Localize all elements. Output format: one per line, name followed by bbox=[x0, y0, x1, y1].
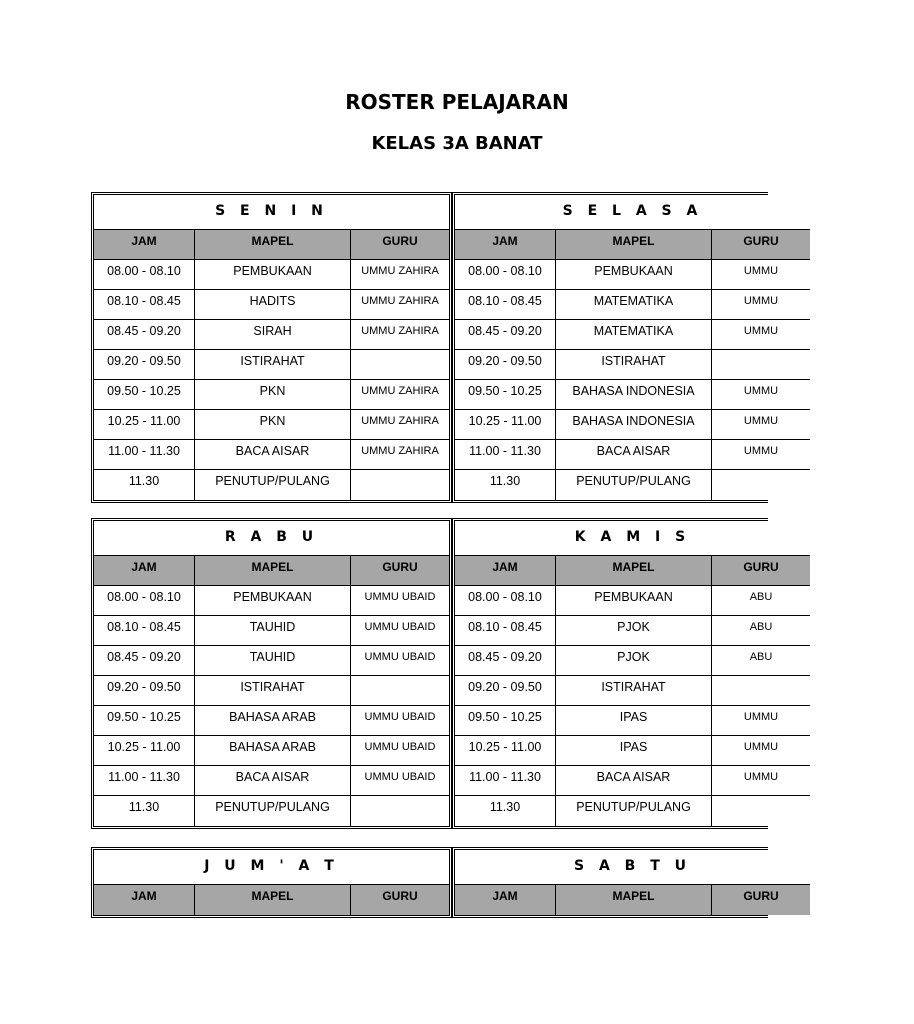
subject-cell: ISTIRAHAT bbox=[195, 350, 351, 379]
subject-cell: PJOK bbox=[556, 616, 712, 645]
subject-cell: TAUHID bbox=[195, 616, 351, 645]
subject-cell: PKN bbox=[195, 380, 351, 409]
time-cell: 09.50 - 10.25 bbox=[455, 706, 556, 735]
time-cell: 08.10 - 08.45 bbox=[455, 290, 556, 319]
day-name: S A B T U bbox=[455, 850, 810, 885]
teacher-cell: UMMU bbox=[743, 415, 779, 427]
subject-cell: SIRAH bbox=[195, 320, 351, 349]
column-header-row bbox=[94, 230, 449, 260]
table-row bbox=[455, 380, 810, 410]
teacher-cell: UMMU bbox=[743, 325, 779, 337]
subject-cell: PEMBUKAAN bbox=[195, 586, 351, 615]
teacher-cell: UMMU bbox=[743, 741, 779, 753]
day-name: S E L A S A bbox=[455, 195, 810, 230]
table-row bbox=[455, 290, 810, 320]
day-name: R A B U bbox=[94, 521, 449, 556]
teacher-cell: UMMU bbox=[743, 771, 779, 783]
teacher-cell bbox=[351, 470, 449, 500]
teacher-cell: UMMU UBAID bbox=[364, 591, 436, 603]
teacher-cell: UMMU UBAID bbox=[364, 711, 436, 723]
table-row bbox=[94, 350, 449, 380]
column-header: JAM bbox=[455, 230, 556, 259]
time-cell: 08.10 - 08.45 bbox=[94, 616, 195, 645]
table-row bbox=[94, 586, 449, 616]
time-cell: 10.25 - 11.00 bbox=[94, 736, 195, 765]
time-cell: 09.20 - 09.50 bbox=[455, 350, 556, 379]
day-table bbox=[91, 847, 452, 918]
column-header: JAM bbox=[455, 556, 556, 585]
subject-cell: PENUTUP/PULANG bbox=[556, 796, 712, 826]
subject-cell: IPAS bbox=[556, 706, 712, 735]
time-cell: 08.10 - 08.45 bbox=[455, 616, 556, 645]
teacher-cell: UMMU ZAHIRA bbox=[361, 265, 439, 277]
time-cell: 08.45 - 09.20 bbox=[455, 646, 556, 675]
teacher-cell: ABU bbox=[749, 591, 773, 603]
column-header: GURU bbox=[382, 234, 418, 248]
subject-cell: PENUTUP/PULANG bbox=[195, 796, 351, 826]
column-header: GURU bbox=[382, 560, 418, 574]
teacher-cell bbox=[712, 470, 810, 500]
subject-cell: ISTIRAHAT bbox=[195, 676, 351, 705]
column-header: GURU bbox=[743, 560, 779, 574]
time-cell: 11.30 bbox=[94, 796, 195, 826]
day-table bbox=[452, 518, 779, 829]
table-row bbox=[94, 646, 449, 676]
column-header-row bbox=[94, 885, 449, 915]
column-header: GURU bbox=[743, 889, 779, 903]
subject-cell: BACA AISAR bbox=[195, 766, 351, 795]
day-name: K A M I S bbox=[455, 521, 810, 556]
subject-cell: PENUTUP/PULANG bbox=[556, 470, 712, 500]
table-row bbox=[94, 380, 449, 410]
teacher-cell: UMMU ZAHIRA bbox=[361, 325, 439, 337]
time-cell: 10.25 - 11.00 bbox=[455, 410, 556, 439]
day-name: J U M ' A T bbox=[94, 850, 449, 885]
table-row bbox=[455, 350, 810, 380]
time-cell: 11.00 - 11.30 bbox=[455, 440, 556, 469]
subject-cell: PJOK bbox=[556, 646, 712, 675]
table-row bbox=[94, 796, 449, 826]
subject-cell: PENUTUP/PULANG bbox=[195, 470, 351, 500]
time-cell: 10.25 - 11.00 bbox=[94, 410, 195, 439]
subject-cell: MATEMATIKA bbox=[556, 320, 712, 349]
time-cell: 11.30 bbox=[455, 470, 556, 500]
subject-cell: PEMBUKAAN bbox=[195, 260, 351, 289]
teacher-cell: UMMU ZAHIRA bbox=[361, 385, 439, 397]
time-cell: 11.30 bbox=[94, 470, 195, 500]
table-row bbox=[455, 586, 810, 616]
time-cell: 08.10 - 08.45 bbox=[94, 290, 195, 319]
time-cell: 09.50 - 10.25 bbox=[455, 380, 556, 409]
subject-cell: IPAS bbox=[556, 736, 712, 765]
column-header: JAM bbox=[94, 885, 195, 915]
day-table bbox=[452, 192, 779, 503]
column-header: MAPEL bbox=[556, 556, 712, 585]
teacher-cell bbox=[712, 676, 810, 705]
teacher-cell: UMMU UBAID bbox=[364, 771, 436, 783]
time-cell: 11.00 - 11.30 bbox=[94, 440, 195, 469]
table-row bbox=[455, 470, 810, 500]
subject-cell: MATEMATIKA bbox=[556, 290, 712, 319]
column-header-row bbox=[455, 885, 810, 915]
column-header: MAPEL bbox=[556, 230, 712, 259]
time-cell: 09.20 - 09.50 bbox=[455, 676, 556, 705]
teacher-cell bbox=[351, 796, 449, 826]
subject-cell: PEMBUKAAN bbox=[556, 260, 712, 289]
table-row bbox=[94, 676, 449, 706]
subject-cell: BAHASA INDONESIA bbox=[556, 410, 712, 439]
table-row bbox=[455, 796, 810, 826]
teacher-cell bbox=[712, 796, 810, 826]
column-header: GURU bbox=[743, 234, 779, 248]
teacher-cell: UMMU bbox=[743, 445, 779, 457]
time-cell: 11.00 - 11.30 bbox=[94, 766, 195, 795]
time-cell: 09.50 - 10.25 bbox=[94, 706, 195, 735]
table-row bbox=[455, 706, 810, 736]
subject-cell: ISTIRAHAT bbox=[556, 676, 712, 705]
day-table bbox=[91, 518, 452, 829]
column-header-row bbox=[455, 230, 810, 260]
table-row bbox=[455, 616, 810, 646]
teacher-cell: UMMU UBAID bbox=[364, 621, 436, 633]
teacher-cell: ABU bbox=[749, 651, 773, 663]
time-cell: 09.20 - 09.50 bbox=[94, 676, 195, 705]
table-row bbox=[94, 410, 449, 440]
time-cell: 08.45 - 09.20 bbox=[94, 646, 195, 675]
time-cell: 09.20 - 09.50 bbox=[94, 350, 195, 379]
table-row bbox=[455, 320, 810, 350]
column-header: JAM bbox=[94, 556, 195, 585]
subject-cell: ISTIRAHAT bbox=[556, 350, 712, 379]
column-header: GURU bbox=[382, 889, 418, 903]
teacher-cell: UMMU bbox=[743, 711, 779, 723]
teacher-cell: UMMU UBAID bbox=[364, 651, 436, 663]
time-cell: 08.00 - 08.10 bbox=[455, 260, 556, 289]
subject-cell: BACA AISAR bbox=[195, 440, 351, 469]
subject-cell: TAUHID bbox=[195, 646, 351, 675]
column-header: MAPEL bbox=[195, 885, 351, 915]
table-row bbox=[94, 470, 449, 500]
column-header-row bbox=[94, 556, 449, 586]
time-cell: 10.25 - 11.00 bbox=[455, 736, 556, 765]
table-row bbox=[455, 766, 810, 796]
column-header: MAPEL bbox=[195, 230, 351, 259]
subject-cell: BAHASA ARAB bbox=[195, 706, 351, 735]
table-row bbox=[455, 410, 810, 440]
table-row bbox=[94, 320, 449, 350]
subject-cell: HADITS bbox=[195, 290, 351, 319]
subject-cell: BAHASA ARAB bbox=[195, 736, 351, 765]
table-row bbox=[455, 646, 810, 676]
teacher-cell: UMMU ZAHIRA bbox=[361, 445, 439, 457]
table-row bbox=[455, 736, 810, 766]
column-header: JAM bbox=[455, 885, 556, 915]
teacher-cell: UMMU ZAHIRA bbox=[361, 415, 439, 427]
table-row bbox=[455, 260, 810, 290]
page-subtitle: KELAS 3A BANAT bbox=[371, 133, 543, 154]
time-cell: 08.00 - 08.10 bbox=[94, 586, 195, 615]
subject-cell: BAHASA INDONESIA bbox=[556, 380, 712, 409]
day-name: S E N I N bbox=[94, 195, 449, 230]
table-row bbox=[94, 616, 449, 646]
teacher-cell: UMMU bbox=[743, 385, 779, 397]
teacher-cell bbox=[351, 676, 449, 705]
table-row bbox=[94, 440, 449, 470]
subject-cell: PKN bbox=[195, 410, 351, 439]
table-row bbox=[94, 260, 449, 290]
time-cell: 08.00 - 08.10 bbox=[455, 586, 556, 615]
column-header-row bbox=[455, 556, 810, 586]
teacher-cell: UMMU bbox=[743, 265, 779, 277]
time-cell: 08.00 - 08.10 bbox=[94, 260, 195, 289]
table-row bbox=[94, 736, 449, 766]
subject-cell: PEMBUKAAN bbox=[556, 586, 712, 615]
table-row bbox=[455, 440, 810, 470]
time-cell: 09.50 - 10.25 bbox=[94, 380, 195, 409]
time-cell: 08.45 - 09.20 bbox=[94, 320, 195, 349]
table-row bbox=[455, 676, 810, 706]
teacher-cell: ABU bbox=[749, 621, 773, 633]
column-header: JAM bbox=[94, 230, 195, 259]
table-row bbox=[94, 706, 449, 736]
day-table bbox=[91, 192, 452, 503]
table-row bbox=[94, 766, 449, 796]
teacher-cell: UMMU bbox=[743, 295, 779, 307]
teacher-cell: UMMU UBAID bbox=[364, 741, 436, 753]
time-cell: 11.00 - 11.30 bbox=[455, 766, 556, 795]
subject-cell: BACA AISAR bbox=[556, 440, 712, 469]
teacher-cell bbox=[351, 350, 449, 379]
teacher-cell: UMMU ZAHIRA bbox=[361, 295, 439, 307]
time-cell: 08.45 - 09.20 bbox=[455, 320, 556, 349]
time-cell: 11.30 bbox=[455, 796, 556, 826]
page-title: ROSTER PELAJARAN bbox=[345, 90, 569, 114]
teacher-cell bbox=[712, 350, 810, 379]
day-table bbox=[452, 847, 779, 918]
table-row bbox=[94, 290, 449, 320]
column-header: MAPEL bbox=[556, 885, 712, 915]
subject-cell: BACA AISAR bbox=[556, 766, 712, 795]
column-header: MAPEL bbox=[195, 556, 351, 585]
